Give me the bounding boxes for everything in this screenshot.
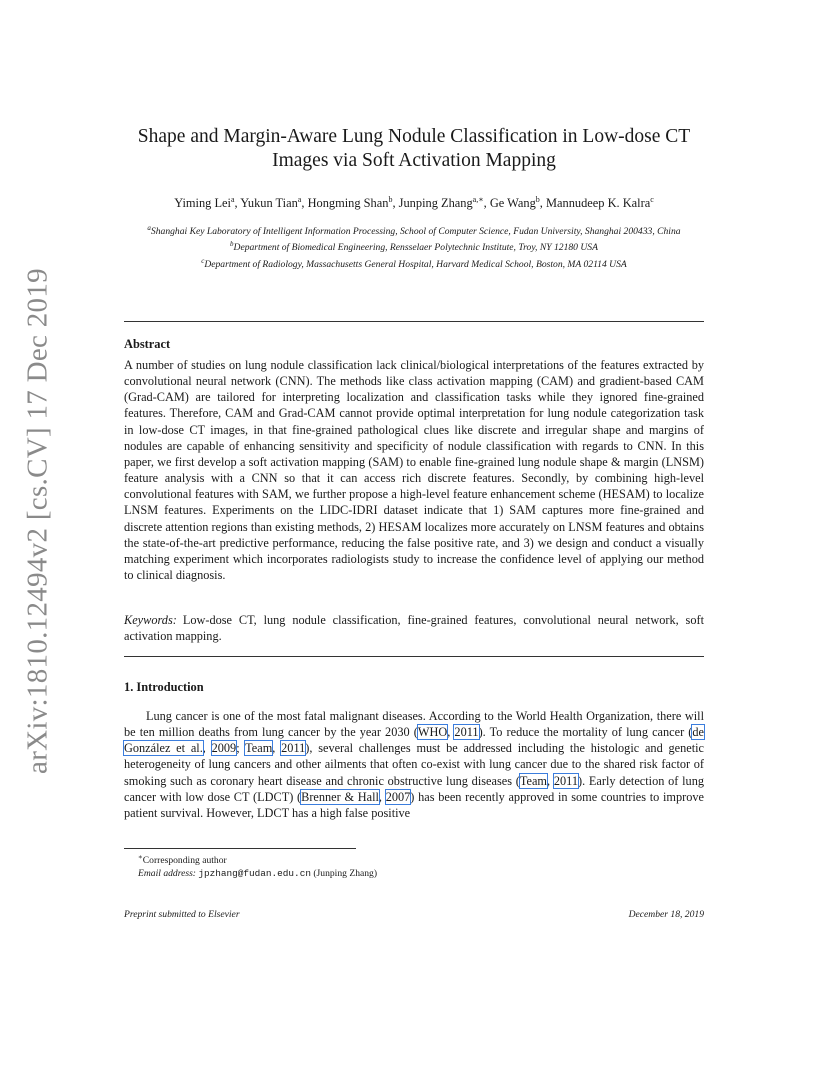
author: Hongming Shan$^b$,	[307, 195, 399, 211]
citation-link[interactable]: 2011	[454, 725, 479, 740]
citation-link[interactable]: Team	[519, 773, 547, 788]
arxiv-identifier: arXiv:1810.12494v2 [cs.CV] 17 Dec 2019	[21, 268, 54, 774]
citation-link[interactable]: 2009	[211, 741, 237, 756]
abstract-top-rule	[124, 321, 704, 322]
citation-link[interactable]: Team	[245, 741, 273, 756]
author: Mannudeep K. Kalra$^c$	[545, 195, 654, 211]
affiliation: $^c$Department of Radiology, Massachusetts General Hospital, Harvard Medical School, Boston, MA 02114 USA	[201, 256, 627, 270]
footer-date: December 18, 2019	[628, 909, 704, 920]
affiliation-list	[124, 222, 704, 271]
paper-title: Shape and Margin-Aware Lung Nodule Classification in Low-dose CT Images via Soft Activation Mapping	[137, 126, 691, 171]
introduction-paragraph: Lung cancer is one of the most fatal malignant diseases. According to the World Health Organization, there will be ten million deaths from lung cancer by the year 2030 (WHO, 2011). To reduce the mortality of lung cancer (de González et al., 2009; Team, 2011), several challenges must be addressed including the histologic and genetic heterogeneity of lung cancers and other ailments that often co-exist with lung cancer due to the shared risk factor of smoking such as coronary heart disease and chronic obstructive lung diseases (Team, 2011). Early detection of lung cancer with low dose CT (LDCT) (Brenner & Hall, 2007) has been recently approved in some countries to improve patient survival. However, LDCT has a high false positive	[124, 709, 704, 820]
author: Ge Wang$^b$,	[489, 195, 546, 211]
abstract-bottom-rule	[124, 656, 704, 657]
author: Yiming Lei$^a$,	[174, 195, 241, 211]
footnote-corresponding-author: ∗Corresponding author	[138, 853, 227, 867]
citation-link[interactable]: de González et al.	[124, 725, 704, 756]
abstract-heading: Abstract	[124, 337, 171, 351]
abstract-text: A number of studies on lung nodule classification lack clinical/biological interpretations of the features extracted by convolutional neural network (CNN). The methods like class activation mapping (CAM) and gradient-based CAM (Grad-CAM) are tailored for interpreting localization and classification tasks while they ignored fine-grained features. Therefore, CAM and Grad-CAM cannot provide optimal interpretation for lung nodule categorization task in low-dose CT images, in that fine-grained pathological clues like discrete and irregular shape and margins of nodules are capable of enhancing sensitivity and specificity of nodule classification with regards to CNN. In this paper, we first develop a soft activation mapping (SAM) to enable fine-grained lung nodule shape & margin (LNSM) feature analysis with a CNN so that it can access rich discrete features. Secondly, by combining high-level convolutional features with SAM, we further propose a high-level feature enhancement scheme (HESAM) to localize LNSM features. Experiments on the LIDC-IDRI dataset indicate that 1) SAM captures more fine-grained and discrete attention regions than existing methods, 2) HESAM localizes more accurately on LNSM features and obtains the state-of-the-art predictive performance, reducing the false positive rate, and 3) we design and conduct a visually matching experiment which incorporates radiologists study to increase the confidence level of applying our method to clinical diagnosis.	[124, 358, 704, 583]
keywords-label: Keywords:	[124, 613, 177, 627]
citation-link[interactable]: WHO	[417, 725, 448, 740]
citation-link[interactable]: 2011	[281, 741, 306, 756]
footnotes	[124, 851, 704, 880]
section-heading-introduction: 1. Introduction	[124, 680, 204, 694]
author: Junping Zhang$^{a,∗}$,	[398, 195, 490, 211]
citation-link[interactable]: 2011	[553, 773, 578, 788]
email-address[interactable]: jpzhang@fudan.edu.cn	[198, 868, 311, 880]
affiliation: $^b$Department of Biomedical Engineering, Rensselaer Polytechnic Institute, Troy, NY 12180 USA	[230, 240, 598, 254]
footer-preprint-note: Preprint submitted to Elsevier	[124, 909, 240, 920]
keywords-text: Low-dose CT, lung nodule classification, fine-grained features, convolutional neural network, soft activation mapping.	[124, 613, 704, 644]
keywords	[124, 612, 704, 644]
affiliation: $^a$Shanghai Key Laboratory of Intelligent Information Processing, School of Computer Science, Fudan University, Shanghai 200433, China	[147, 224, 681, 238]
author-list	[124, 192, 704, 211]
author: Yukun Tian$^a$,	[240, 195, 308, 211]
footnote-rule	[124, 848, 356, 849]
citation-link[interactable]: 2007	[385, 789, 411, 804]
footnote-email: Email address: jpzhang@fudan.edu.cn (Junping Zhang)	[138, 868, 378, 880]
citation-link[interactable]: Brenner & Hall	[301, 789, 379, 804]
